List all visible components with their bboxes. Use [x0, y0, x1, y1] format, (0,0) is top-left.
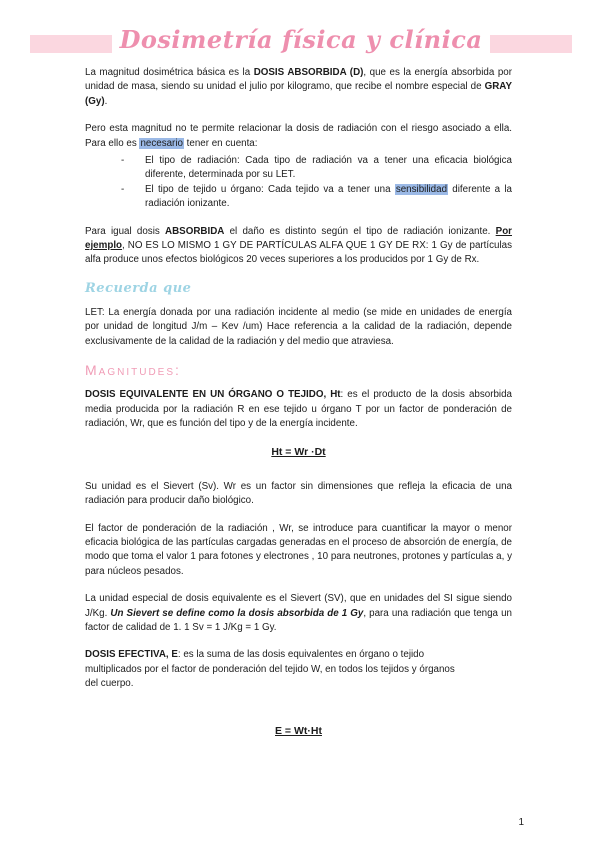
formula-text: E = Wt·Ht [275, 724, 322, 737]
text-run-bold: ABSORBIDA [165, 225, 225, 237]
text-run: El tipo de tejido u órgano: Cada tejido va a tener una [145, 183, 395, 195]
paragraph-risk-intro [85, 122, 512, 151]
text-run-bold: GRAY (Gy) [85, 81, 512, 107]
text-run-bold-underline: Por ejemplo [85, 225, 512, 252]
text-run: Pero esta magnitud no te permite relacionar la dosis de radiación con el riesgo asociado a ella. Para ello es [85, 123, 512, 149]
text-run: . [104, 95, 108, 107]
document-header [30, 20, 572, 60]
text-run-bold: DOSIS EFECTIVA, E [85, 649, 178, 661]
text-run: Su unidad es el Sievert (Sv). Wr es un factor sin dimensiones que refleja la eficacia de una radiación para producir daño biológico. [85, 480, 512, 507]
text-run: diferente a la radiación ionizante. [145, 183, 512, 210]
text-run-bold: DOSIS ABSORBIDA (D) [253, 67, 364, 78]
bullet-dash: - [121, 183, 125, 195]
paragraph-absorbed-dose [85, 66, 512, 109]
bullet-text [145, 154, 512, 183]
paragraph-equivalent-dose [85, 388, 512, 431]
page-number: 1 [518, 816, 524, 828]
text-run: : es la suma de las dosis equivalentes en órgano o tejido multiplicados por el factor de ponderación del tejido W, en todos los tejidos y órganos del cuerpo. [85, 649, 455, 690]
text-run: : es el producto de la dosis absorbida media producida por la radiación R en ese tejido u órgano T por un factor de ponderación de radiación, Wr, que es función del tipo y de la energía incidente. [85, 389, 512, 429]
paragraph-let-definition [85, 306, 512, 349]
list-item [85, 154, 512, 183]
text-run-highlighted: sensibilidad [395, 183, 448, 195]
paragraph-weighting-factor [85, 522, 512, 580]
title-band-right [490, 35, 572, 53]
text-run-bold-italic: Un Sievert se define como la dosis absorbida de 1 Gy [110, 607, 364, 619]
text-run: el daño es distinto según el tipo de radiación ionizante. [224, 225, 496, 237]
heading-recuerda-que: Recuerda que [85, 280, 192, 296]
text-run: Para igual dosis [85, 225, 166, 237]
paragraph-sievert-unit [85, 480, 512, 509]
list-item [85, 183, 512, 212]
page-title: Dosimetría física y clínica [119, 25, 483, 54]
text-run: La magnitud dosimétrica básica es la [85, 67, 254, 78]
paragraph-sievert-definition [85, 592, 512, 635]
text-run: , NO ES LO MISMO 1 GY DE PARTÍCULAS ALFA QUE 1 GY DE RX: 1 Gy de partículas alfa produce unos efectos biológicos 20 veces superiores a los producidos por 1 Gy de Rx. [85, 240, 512, 266]
bullet-text [145, 183, 512, 212]
text-run-highlighted: necesario [140, 137, 183, 149]
text-run: , que es la energía absorbida por unidad de masa, siendo su unidad el julio por kilogramo, que recibe el nombre especial de [85, 67, 512, 93]
text-run: tener en cuenta: [183, 137, 258, 149]
text-run: LET: La energía donada por una radiación incidente al medio (se mide en unidades de energía por unidad de longitud J/m – Kev /um) Hace referencia a la calidad de la radiación, depende exclusivamente de la calidad de la radiación y del medio que atraviesa. [85, 306, 512, 347]
bullet-dash: - [121, 155, 125, 167]
text-run: , para una radiación que tenga un factor de calidad de 1. 1 Sv = 1 J/Kg = 1 Gy. [85, 607, 512, 633]
text-run: El factor de ponderación de la radiación , Wr, se introduce para cuantificar la mayor o menor eficacia biológica de las partículas cargadas generadas en el proceso de absorción de energía, de modo que toma el valor 1 para fotones y electrones , 10 para neutrones, protones y partículas a, y para núcleos pesados. [85, 522, 512, 577]
formula-e [85, 724, 512, 738]
formula-ht [85, 445, 512, 459]
paragraph-example-alfa-rx [85, 225, 512, 268]
heading-magnitudes: Magnitudes: [85, 362, 181, 379]
title-band-left [30, 35, 112, 53]
bullet-list [85, 154, 512, 212]
document-body [0, 60, 600, 738]
text-run: La unidad especial de dosis equivalente es el Sievert (SV), que en unidades del SI sigue siendo J/Kg. [85, 593, 512, 619]
formula-text: Ht = Wr ·Dt [271, 446, 326, 459]
text-run-bold: DOSIS EQUIVALENTE EN UN ÓRGANO O TEJIDO, Ht [85, 389, 341, 401]
document-page [0, 20, 600, 868]
text-run: El tipo de radiación: Cada tipo de radiación va a tener una eficacia biológica diferente, determinada por su LET. [145, 155, 512, 181]
paragraph-effective-dose [85, 648, 457, 691]
